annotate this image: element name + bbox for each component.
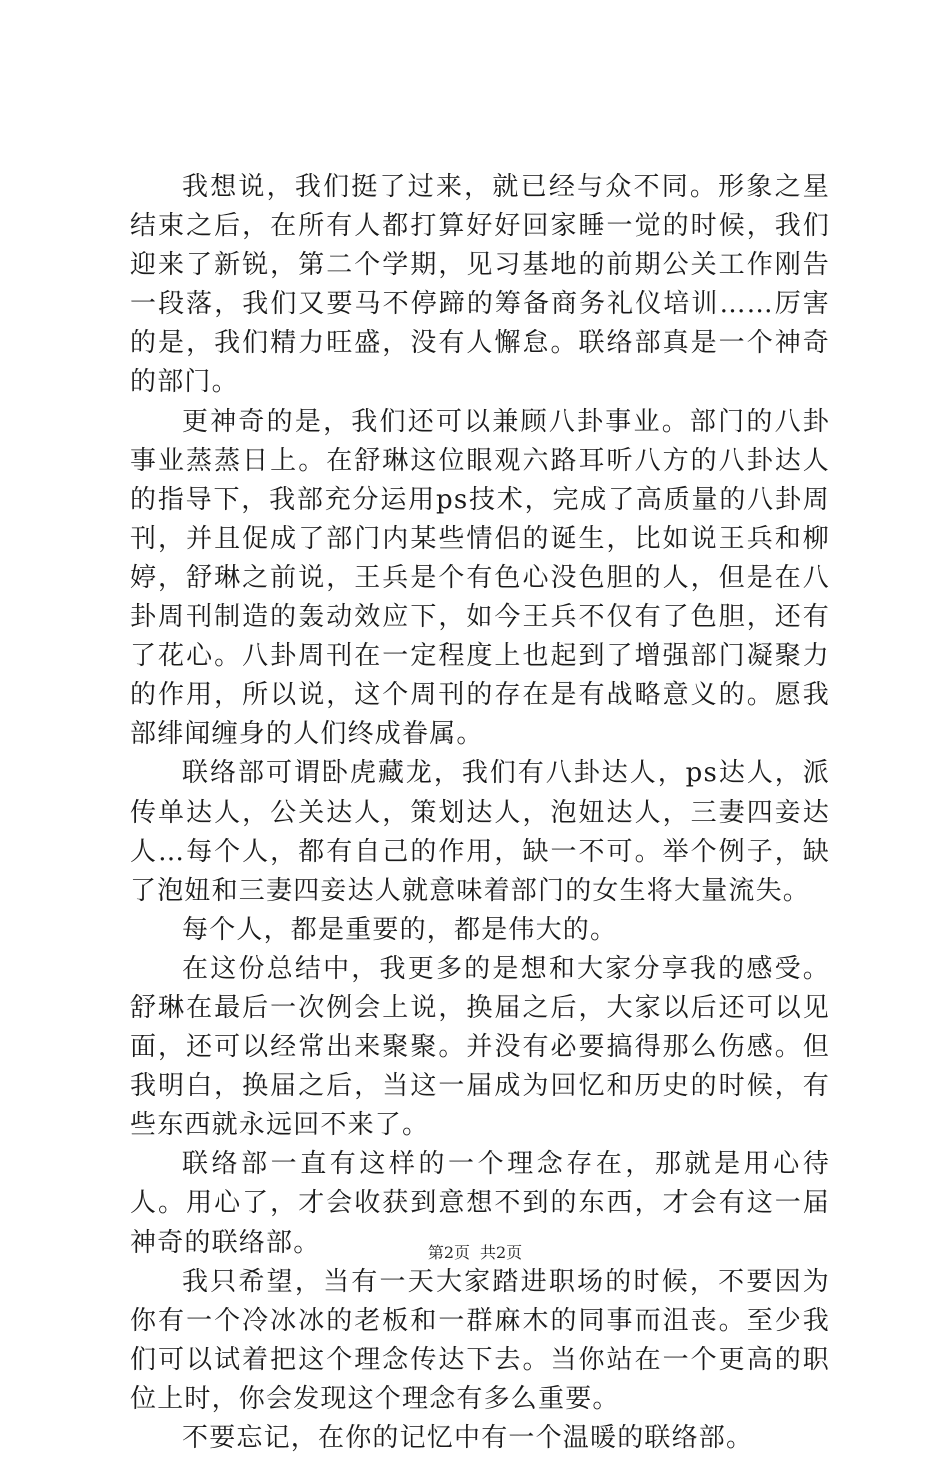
- paragraph: 联络部一直有这样的一个理念存在，那就是用心待人。用心了，才会收获到意想不到的东西，才会有这一届神奇的联络部。: [130, 1149, 830, 1258]
- page-total: 共2页: [480, 1243, 523, 1262]
- paragraph: 在这份总结中，我更多的是想和大家分享我的感受。舒琳在最后一次例会上说，换届之后，大家以后还可以见面，还可以经常出来聚聚。并没有必要搞得那么伤感。但我明白，换届之后，当这一届成为回忆和历史的时候，有些东西就永远回不来了。: [130, 953, 830, 1141]
- paragraph: 更神奇的是，我们还可以兼顾八卦事业。部门的八卦事业蒸蒸日上。在舒琳这位眼观六路耳听八方的八卦达人的指导下，我部充分运用ps技术，完成了高质量的八卦周刊，并且促成了部门内某些情侣的诞生，比如说王兵和柳婷，舒琳之前说，王兵是个有色心没色胆的人，但是在八卦周刊制造的轰动效应下，如今王兵不仅有了色胆，还有了花心。八卦周刊在一定程度上也起到了增强部门凝聚力的作用，所以说，这个周刊的存在是有战略意义的。愿我部绯闻缠身的人们终成眷属。: [130, 406, 830, 750]
- page-number: 第2页: [427, 1243, 470, 1262]
- paragraph: 我只希望，当有一天大家踏进职场的时候，不要因为你有一个冷冰冰的老板和一群麻木的同事而沮丧。至少我们可以试着把这个理念传达下去。当你站在一个更高的职位上时，你会发现这个理念有多么重要。: [130, 1266, 830, 1414]
- paragraph: 不要忘记，在你的记忆中有一个温暖的联络部。: [182, 1423, 754, 1453]
- paragraph: 我想说，我们挺了过来，就已经与众不同。形象之星结束之后，在所有人都打算好好回家睡一觉的时候，我们迎来了新锐，第二个学期，见习基地的前期公关工作刚告一段落，我们又要马不停蹄的筹备商务礼仪培训……厉害的是，我们精力旺盛，没有人懈怠。联络部真是一个神奇的部门。: [130, 172, 830, 398]
- paragraph: 联络部可谓卧虎藏龙，我们有八卦达人，ps达人，派传单达人，公关达人，策划达人，泡妞达人，三妻四妾达人…每个人，都有自己的作用，缺一不可。举个例子，缺了泡妞和三妻四妾达人就意味着部门的女生将大量流失。: [130, 758, 830, 906]
- page-footer: [0, 1243, 950, 1263]
- paragraph: 每个人，都是重要的，都是伟大的。: [182, 914, 618, 945]
- document-body: [130, 168, 830, 1458]
